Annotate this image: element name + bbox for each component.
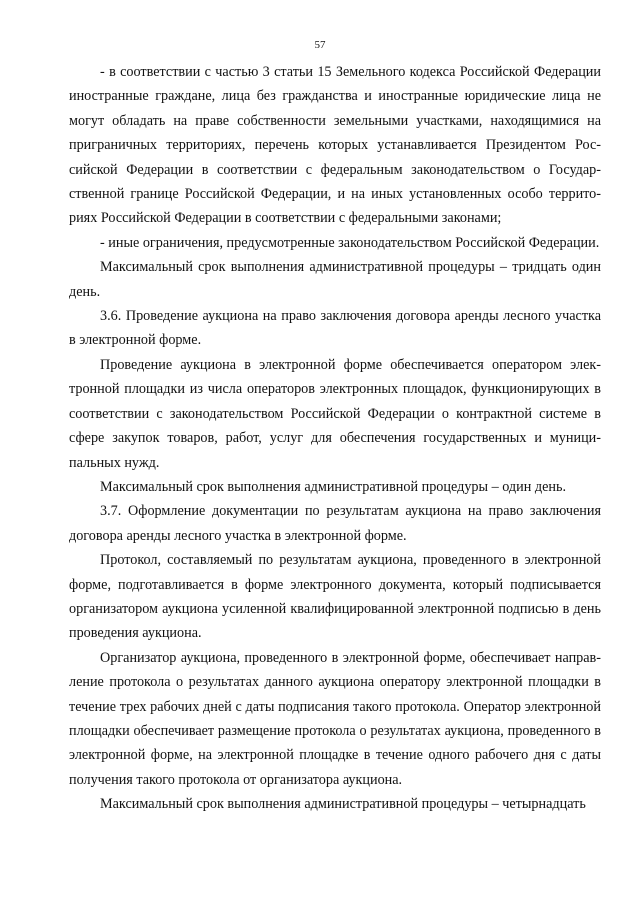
document-body [69,60,601,817]
paragraph-max-term-one-day: Максимальный срок выполнения административной процедуры – один день. [100,478,566,495]
paragraph-max-term-fourteen: Максимальный срок выполнения административной процедуры – четырнадцать [100,796,586,813]
paragraph-organizer-protocol: Организатор аукциона, проведенного в электронной форме, обеспечивает направление протокола о результатах данного аукциона оператору электронной площадки в течение трех рабочих дней с даты подписания такого протокола. Оператор электронной площадки обеспечивает размещение протокола о результатах аукциона, проведенного в электронной форме, на электронной площадке в течение одного рабочего дня с даты получения такого протокола от организатора аукциона. [69,649,601,788]
paragraph-electronic-auction: Проведение аукциона в электронной форме обеспечивается оператором электронной площадки из числа операторов электронных площадок, функционирующих в соответствии с законодательством Российской Федерации о контрактной системе в сфере закупок товаров, работ, услуг для обеспечения государственных и муниципальных нужд. [69,356,601,471]
paragraph-max-term-thirty-one: Максимальный срок выполнения административной процедуры – тридцать один день. [69,259,601,300]
paragraph-land-code-restriction: - в соответствии с частью 3 статьи 15 Земельного кодекса Российской Федерации иностранные граждане, лица без гражданства и иностранные юридические лица не могут обладать на праве собственности земельными участками, находящимися на приграничных территориях, перечень которых устанавливается Президентом Российской Федерации в соответствии с федеральным законодательством о Государственной границе Российской Федерации, и на иных установленных особо территориях Российской Федерации в соответствии с федеральными законами; [69,64,601,227]
paragraph-protocol: Протокол, составляемый по результатам аукциона, проведенного в электронной форме, подготавливается в форме электронного документа, который подписывается организатором аукциона усиленной квалифицированной электронной подписью в день проведения аукциона. [69,552,601,642]
section-heading-3-7: 3.7. Оформление документации по результатам аукциона на право заключения договора аренды лесного участка в электронной форме. [69,503,601,544]
section-heading-3-6: 3.6. Проведение аукциона на право заключения договора аренды лесного участка в электронной форме. [69,308,601,349]
paragraph-other-restrictions: - иные ограничения, предусмотренные законодательством Российской Федерации. [100,234,600,251]
page-number: 57 [314,39,326,51]
